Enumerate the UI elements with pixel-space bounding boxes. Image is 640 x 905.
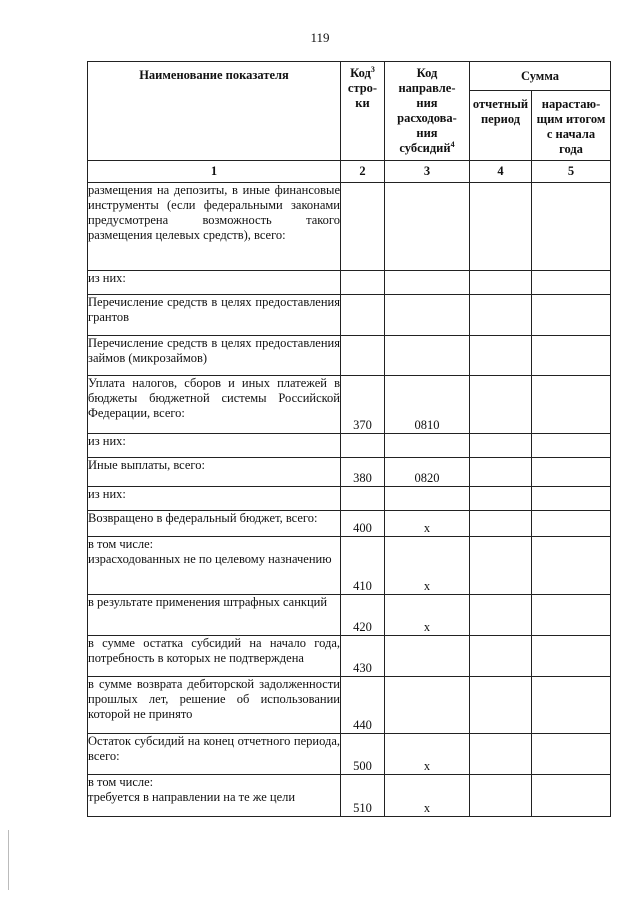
row-cumulative	[532, 775, 611, 817]
row-reporting	[470, 434, 532, 458]
row-name: в сумме остатка субсидий на начало года, потребность в которых не подтверждена	[88, 636, 341, 677]
row-direction	[385, 434, 470, 458]
row-cumulative	[532, 183, 611, 271]
row-name: из них:	[88, 271, 341, 295]
row-direction	[385, 636, 470, 677]
table-row	[88, 458, 611, 487]
row-code: 380	[341, 458, 385, 487]
row-cumulative	[532, 487, 611, 511]
row-code: 370	[341, 376, 385, 434]
row-reporting	[470, 775, 532, 817]
table-row	[88, 734, 611, 775]
row-name: Перечисление средств в целях предоставления займов (микрозаймов)	[88, 336, 341, 376]
row-reporting	[470, 183, 532, 271]
row-code	[341, 336, 385, 376]
row-code	[341, 183, 385, 271]
row-cumulative	[532, 636, 611, 677]
row-cumulative	[532, 336, 611, 376]
row-code	[341, 271, 385, 295]
row-reporting	[470, 734, 532, 775]
row-cumulative	[532, 434, 611, 458]
row-code: 420	[341, 595, 385, 636]
row-name: из них:	[88, 434, 341, 458]
row-direction: x	[385, 775, 470, 817]
row-direction	[385, 271, 470, 295]
row-name: Иные выплаты, всего:	[88, 458, 341, 487]
row-name: в сумме возврата дебиторской задолженности прошлых лет, решение об использовании которой не принято	[88, 677, 341, 734]
row-name: из них:	[88, 487, 341, 511]
col-num-2: 2	[341, 161, 385, 183]
col-num-3: 3	[385, 161, 470, 183]
row-direction: x	[385, 734, 470, 775]
row-cumulative	[532, 271, 611, 295]
row-code	[341, 434, 385, 458]
report-table	[87, 61, 611, 817]
row-reporting	[470, 487, 532, 511]
row-cumulative	[532, 511, 611, 537]
header-code: Код$^3$ стро- ки	[341, 62, 385, 161]
row-direction	[385, 295, 470, 336]
row-reporting	[470, 271, 532, 295]
row-reporting	[470, 595, 532, 636]
table-row	[88, 595, 611, 636]
row-direction: 0810	[385, 376, 470, 434]
table-row	[88, 271, 611, 295]
row-reporting	[470, 511, 532, 537]
row-direction: x	[385, 537, 470, 595]
table-row	[88, 376, 611, 434]
row-name: Остаток субсидий на конец отчетного периода, всего:	[88, 734, 341, 775]
row-name: Уплата налогов, сборов и иных платежей в бюджеты бюджетной системы Российской Федерации, всего:	[88, 376, 341, 434]
row-code: 510	[341, 775, 385, 817]
table-row	[88, 677, 611, 734]
col-num-1: 1	[88, 161, 341, 183]
row-code	[341, 295, 385, 336]
row-direction	[385, 677, 470, 734]
row-code: 410	[341, 537, 385, 595]
header-sum: Сумма	[470, 62, 611, 91]
table-row	[88, 511, 611, 537]
row-code: 440	[341, 677, 385, 734]
row-direction: 0820	[385, 458, 470, 487]
row-code: 500	[341, 734, 385, 775]
row-cumulative	[532, 376, 611, 434]
row-cumulative	[532, 458, 611, 487]
page-number: 119	[310, 30, 330, 45]
col-num-4: 4	[470, 161, 532, 183]
row-reporting	[470, 677, 532, 734]
row-cumulative	[532, 677, 611, 734]
row-name: в том числе: требуется в направлении на те же цели	[88, 775, 341, 817]
table-row	[88, 487, 611, 511]
row-cumulative	[532, 537, 611, 595]
row-name: Возвращено в федеральный бюджет, всего:	[88, 511, 341, 537]
row-cumulative	[532, 295, 611, 336]
header-name: Наименование показателя	[88, 62, 341, 161]
row-reporting	[470, 336, 532, 376]
header-cumulative: нарастаю- щим итогом с начала года	[532, 91, 611, 161]
row-name: Перечисление средств в целях предоставления грантов	[88, 295, 341, 336]
row-direction	[385, 183, 470, 271]
row-direction: x	[385, 595, 470, 636]
table-row	[88, 537, 611, 595]
col-num-5: 5	[532, 161, 611, 183]
row-direction: x	[385, 511, 470, 537]
table-row	[88, 295, 611, 336]
row-reporting	[470, 376, 532, 434]
row-code: 400	[341, 511, 385, 537]
row-direction	[385, 487, 470, 511]
header-direction: Код направле- ния расходова- ния субсидий$^4$	[385, 62, 470, 161]
row-name: в результате применения штрафных санкций	[88, 595, 341, 636]
table-row	[88, 183, 611, 271]
header-reporting-period: отчетный период	[470, 91, 532, 161]
row-reporting	[470, 295, 532, 336]
scan-edge-mark	[8, 830, 9, 890]
table-row	[88, 775, 611, 817]
row-code: 430	[341, 636, 385, 677]
row-direction	[385, 336, 470, 376]
row-reporting	[470, 537, 532, 595]
row-cumulative	[532, 595, 611, 636]
table-row	[88, 636, 611, 677]
row-code	[341, 487, 385, 511]
table-row	[88, 434, 611, 458]
row-reporting	[470, 458, 532, 487]
row-name: в том числе: израсходованных не по целевому назначению	[88, 537, 341, 595]
row-cumulative	[532, 734, 611, 775]
row-name: размещения на депозиты, в иные финансовые инструменты (если федеральными законами предусмотрена возможность такого размещения целевых средств), всего:	[88, 183, 341, 271]
table-row	[88, 336, 611, 376]
row-reporting	[470, 636, 532, 677]
